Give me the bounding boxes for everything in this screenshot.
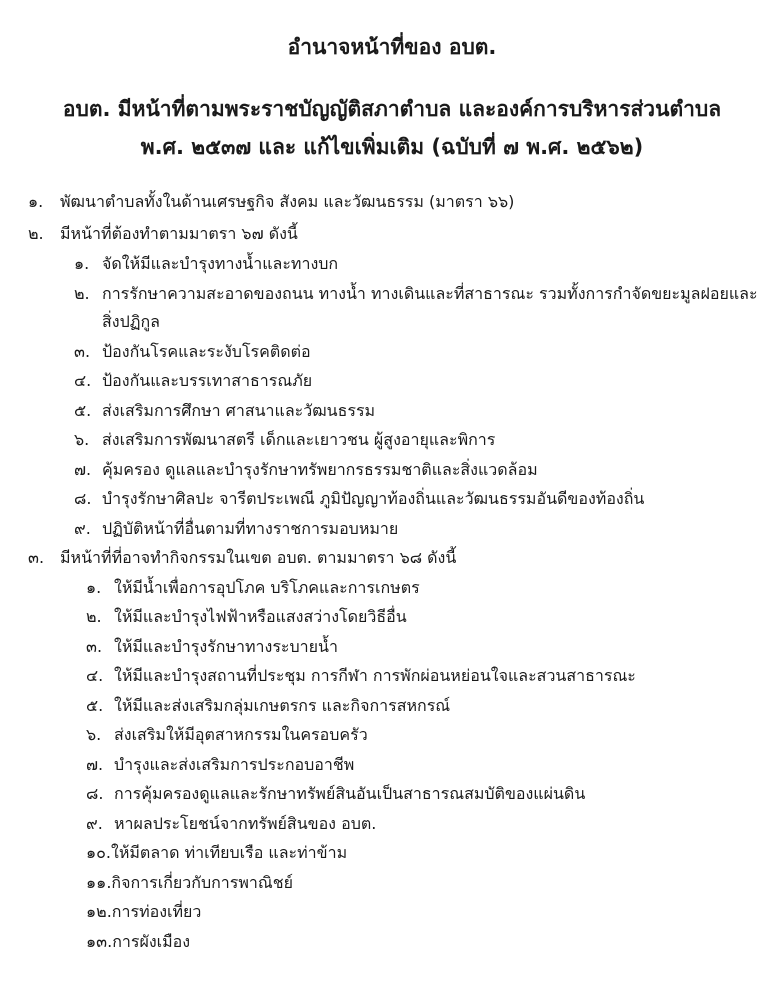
item-text: ปฏิบัติหน้าที่อื่นตามที่ทางราชการมอบหมาย [102,519,399,538]
list-item [86,753,354,777]
list-item [86,871,293,895]
item-text: การผังเมือง [112,932,191,951]
item-text: ให้มีและบำรุงรักษาทางระบายน้ำ [114,637,338,656]
item-number: ๘. [74,489,92,508]
item-text: ให้มีและบำรุงสถานที่ประชุม การกีฬา การพักผ่อนหย่อนใจและสวนสาธารณะ [114,666,636,685]
list-item [74,428,495,452]
item-number: ๑๑. [86,873,112,892]
list-item [74,252,338,276]
list-item [74,282,758,306]
list-item [74,369,312,393]
item-text: ส่งเสริมให้มีอุตสาหกรรมในครอบครัว [114,725,368,744]
item-number: ๔. [86,666,104,685]
list-item [74,517,398,541]
list-item [74,340,311,364]
list-item [86,900,201,924]
section-1 [28,190,514,214]
list-item [86,723,368,747]
list-item [86,664,636,688]
item-number: ๕. [74,401,92,420]
list-item [86,841,347,865]
section-number: ๒. [28,224,44,243]
list-item [86,694,450,718]
item-number: ๒. [86,607,102,626]
item-number: ๗. [74,460,92,479]
item-text: หาผลประโยชน์จากทรัพย์สินของ อบต. [114,814,377,833]
list-item [86,930,190,954]
item-number: ๓. [74,342,91,361]
item-text: ส่งเสริมการพัฒนาสตรี เด็กและเยาวชน ผู้สูงอายุและพิการ [102,430,496,449]
item-number: ๕. [86,696,104,715]
item-number: ๑. [86,578,102,597]
list-item-continuation: สิ่งปฏิกูล [102,312,160,331]
list-item [86,635,338,659]
item-text: การรักษาความสะอาดของถนน ทางน้ำ ทางเดินและที่สาธารณะ รวมทั้งการกำจัดขยะมูลฝอยและ [102,284,758,303]
section-number: ๓. [28,548,45,567]
item-text: บำรุงและส่งเสริมการประกอบอาชีพ [114,755,355,774]
item-text: กิจการเกี่ยวกับการพาณิชย์ [111,873,293,892]
section-text: มีหน้าที่ที่อาจทำกิจกรรมในเขต อบต. ตามมาตรา ๖๘ ดังนี้ [60,548,457,567]
item-text: การคุ้มครองดูแลและรักษาทรัพย์สินอันเป็นสาธารณสมบัติของแผ่นดิน [114,784,586,803]
list-item [86,812,376,836]
item-text: ป้องกันและบรรเทาสาธารณภัย [102,371,313,390]
item-number: ๖. [86,725,102,744]
item-text: ป้องกันโรคและระงับโรคติดต่อ [102,342,311,361]
item-text: ส่งเสริมการศึกษา ศาสนาและวัฒนธรรม [102,401,376,420]
item-text: คุ้มครอง ดูแลและบำรุงรักษาทรัพยากรธรรมชาติและสิ่งแวดล้อม [102,460,538,479]
item-number: ๓. [86,637,103,656]
item-number: ๗. [86,755,104,774]
item-text: ให้มีและบำรุงไฟฟ้าหรือแสงสว่างโดยวิธีอื่น [114,607,407,626]
item-text: ให้มีและส่งเสริมกลุ่มเกษตรกร และกิจการสหกรณ์ [114,696,451,715]
list-item [86,576,420,600]
item-number: ๙. [74,519,91,538]
section-text: มีหน้าที่ต้องทำตามมาตรา ๖๗ ดังนี้ [60,224,298,243]
item-text: บำรุงรักษาศิลปะ จารีตประเพณี ภูมิปัญญาท้องถิ่นและวัฒนธรรมอันดีของท้องถิ่น [102,489,645,508]
list-item [86,782,585,806]
list-item [74,399,375,423]
subtitle-line-1: อบต. มีหน้าที่ตามพระราชบัญญัติสภาตำบล และองค์การบริหารส่วนตำบล [62,97,722,121]
item-number: ๑๐. [86,843,112,862]
list-item [86,605,407,629]
item-number: ๙. [86,814,103,833]
item-number: ๖. [74,430,90,449]
item-number: ๑. [74,254,90,273]
item-number: ๔. [74,371,92,390]
item-number: ๘. [86,784,104,803]
item-text: จัดให้มีและบำรุงทางน้ำและทางบก [102,254,339,273]
item-number: ๒. [74,284,90,303]
section-3 [28,546,456,570]
section-number: ๑. [28,192,44,211]
section-2 [28,222,298,246]
section-text: พัฒนาตำบลทั้งในด้านเศรษฐกิจ สังคม และวัฒนธรรม (มาตรา ๖๖) [60,192,515,211]
page-title: อำนาจหน้าที่ของ อบต. [287,35,497,59]
item-text: ให้มีตลาด ท่าเทียบเรือ และท่าข้าม [111,843,348,862]
item-number: ๑๓. [86,932,113,951]
item-text: ให้มีน้ำเพื่อการอุปโภค บริโภคและการเกษตร [114,578,420,597]
item-text: การท่องเที่ยว [111,902,202,921]
list-item [74,487,644,511]
list-item [74,458,538,482]
subtitle-line-2: พ.ศ. ๒๕๓๗ และ แก้ไขเพิ่มเติม (ฉบับที่ ๗ พ.ศ. ๒๕๖๒) [140,135,644,159]
item-number: ๑๒. [86,902,112,921]
